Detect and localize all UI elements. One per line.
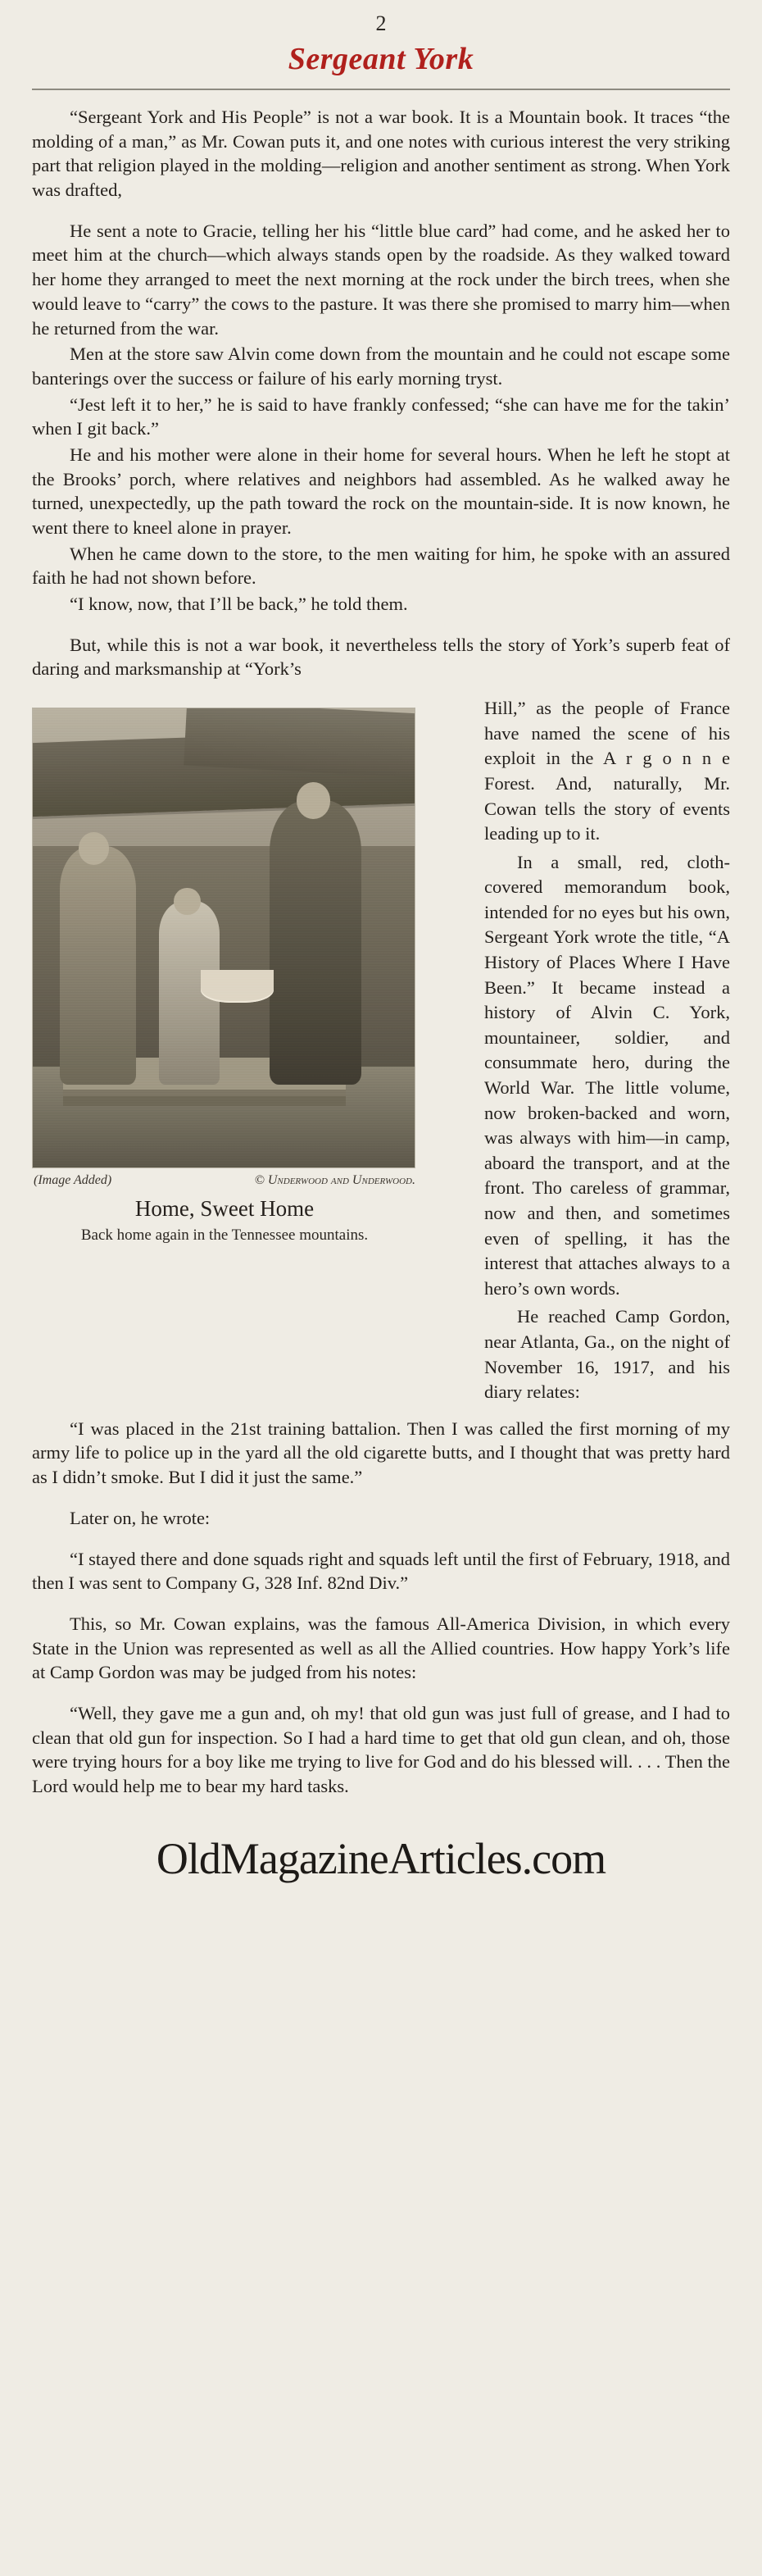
page-number: 2: [375, 11, 387, 35]
figure-caption-title: Home, Sweet Home: [134, 1196, 315, 1222]
paragraph-6: When he came down to the store, to the men waiting for him, he spoke with an assured faith he had not shown before.: [32, 543, 730, 589]
photograph: [32, 708, 415, 1168]
paragraph-2: He sent a note to Gracie, telling her his “little blue card” had come, and he asked her to meet him at the church—which always stands open by the roadside. As they walked toward her home they arranged to meet the next morning at the rock under the birch trees, when she would leave to “carry” the cows to the pasture. It was there she promised to marry him—when he returned from the war.: [32, 220, 730, 339]
figure-caption-subtitle: Back home again in the Tennessee mountains.: [80, 1227, 369, 1245]
right-text-column: [484, 696, 730, 1409]
image-and-column-section: [32, 696, 730, 1409]
paragraph-all-america: This, so Mr. Cowan explains, was the famous All-America Division, in which every State in the Union was represented as well as all the Allied countries. How happy York’s life at Camp Gordon was may be judged from his notes:: [32, 1613, 730, 1683]
paragraph-5: He and his mother were alone in their home for several hours. When he left he stopt at the Brooks’ porch, where relatives and neighbors had assembled. As he walked away he turned, unexpectedly, up the path toward the rock on the mountain-side. It is now known, he went there to kneel alone in prayer.: [32, 444, 730, 538]
figure-credit-row: [32, 1168, 417, 1188]
right-column-paragraph-2: In a small, red, cloth-covered memorandum book, intended for no eyes but his own, Sergeant York wrote the title, “A History of Places Where I Have Been.” It became instead a history of Alvin C. York, mountaineer, soldier, and consummate hero, during the World War. The little volume, now broken-backed and worn, was always with him—in camp, aboard the transport, and at the front. Tho careless of grammar, now and then, and sometimes even of spelling, it has the interest that attaches always to a hero’s own words.: [484, 851, 730, 1299]
paragraph-later-on: Later on, he wrote:: [70, 1507, 211, 1528]
paragraph-8: But, while this is not a war book, it nevertheless tells the story of York’s superb feat of daring and marksmanship at “York’s: [32, 634, 730, 680]
photo-credit: © Underwood and Underwood.: [254, 1173, 415, 1188]
image-added-note: (Image Added): [34, 1173, 112, 1188]
quote-paragraph-3: “Well, they gave me a gun and, oh my! that old gun was just full of grease, and I had to clean that old gun for inspection. So I had a hard time to get that old gun clean, and oh, those were trying hours for a boy like me trying to live for God and do his blessed will. . . . Then the Lord would help me to bear my hard tasks.: [32, 1702, 730, 1796]
photo-grain-overlay: [33, 708, 415, 1167]
figure: [32, 708, 417, 1245]
article-title: Sergeant York: [288, 42, 474, 76]
paragraph-7: “I know, now, that I’ll be back,” he told them.: [70, 594, 408, 615]
article-body-continued: [32, 1409, 730, 1799]
site-brand: OldMagazineArticles.com: [156, 1833, 606, 1883]
paragraph-4: “Jest left it to her,” he is said to have frankly confessed; “she can have me for the takin’ when I git back.”: [32, 394, 730, 439]
paragraph-1: “Sergeant York and His People” is not a war book. It is a Mountain book. It traces “the molding of a man,” as Mr. Cowan puts it, and one notes with curious interest the very striking part that religion played in the molding—religion and another sentiment as strong. When York was drafted,: [32, 107, 730, 201]
quote-paragraph-2: “I stayed there and done squads right and squads left until the first of February, 1918, and then I was sent to Company G, 328 Inf. 82nd Div.”: [32, 1548, 730, 1594]
paragraph-3: Men at the store saw Alvin come down from the mountain and he could not escape some banterings over the success or failure of his early morning tryst.: [32, 344, 730, 389]
quote-paragraph-1: “I was placed in the 21st training battalion. Then I was called the first morning of my army life to police up in the yard all the old cigarette butts, and I thought that was pretty hard as I didn’t smoke. But I did it just the same.”: [32, 1418, 730, 1488]
article-body: [32, 90, 730, 1799]
right-column-paragraph-1: Hill,” as the people of France have named the scene of his exploit in the A r g o n n e Forest. And, naturally, Mr. Cowan tells the story of events leading up to it.: [484, 698, 730, 844]
right-column-paragraph-3: He reached Camp Gordon, near Atlanta, Ga., on the night of November 16, 1917, and his diary relates:: [484, 1306, 730, 1403]
